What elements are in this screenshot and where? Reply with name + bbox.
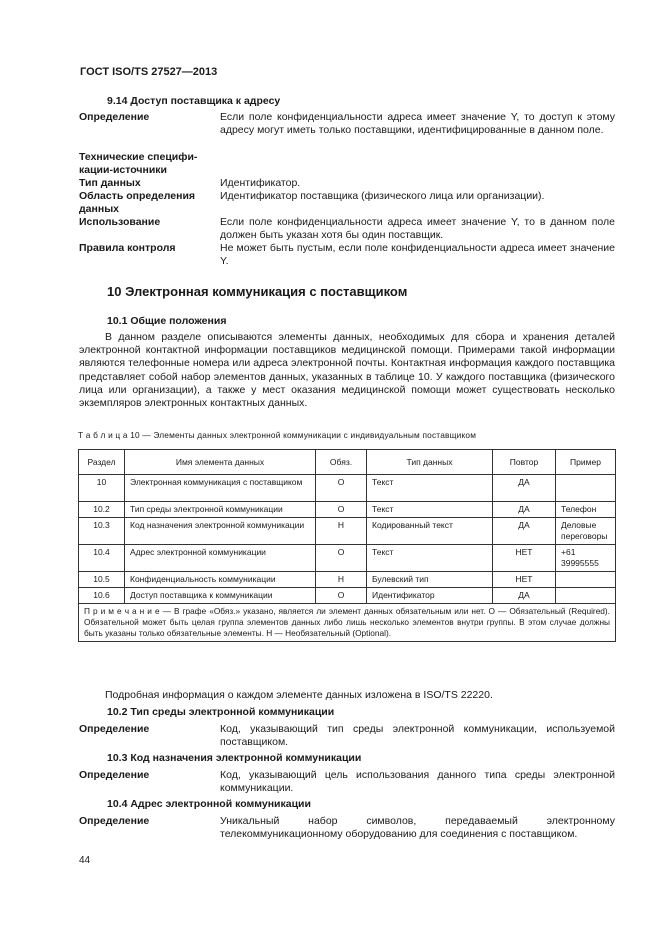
cell-element-name: Код назначения электронной коммуникации — [125, 518, 316, 545]
cell-data-type: Булевский тип — [367, 572, 493, 588]
usage-text: Если поле конфиденциальности адреса имеет значение Y, то в данном поле должен быть указан хотя бы один поставщик. — [220, 216, 615, 241]
cell-data-type: Текст — [367, 502, 493, 518]
definition-text: Код, указывающий тип среды электронной коммуникации, используемой поставщиком. — [220, 723, 615, 748]
cell-data-type: Текст — [367, 545, 493, 572]
col-header-element-name: Имя элемента данных — [125, 450, 316, 475]
paragraph-text: В данном разделе описываются элементы данных, необходимых для сбора и хранения деталей электронной контактной информации поставщиков медицинской помощи. Примерами такой информации являются телефонные номера или адреса электронной почты. Контактная информация каждого поставщика представляет собой набор элементов данных, указанных в таблице 10. У каждого поставщика (физического лица или организации), а также у мест оказания медицинской помощи может существовать несколько экземпляров электронных контактных данных. — [79, 331, 615, 410]
page-number: 44 — [79, 855, 91, 866]
section-10-3-heading: 10.3 Код назначения электронной коммуникации — [107, 752, 362, 764]
section-10-1-paragraph — [79, 331, 615, 410]
cell-data-type: Кодированный текст — [367, 518, 493, 545]
section-10-2-heading: 10.2 Тип среды электронной коммуникации — [107, 706, 335, 718]
cell-repeat: ДА — [493, 588, 556, 604]
cell-example — [556, 572, 616, 588]
table-row — [79, 518, 616, 545]
term-definition: Определение — [79, 815, 150, 827]
cell-section: 10 — [79, 475, 125, 502]
cell-section: 10.2 — [79, 502, 125, 518]
col-header-section: Раздел — [79, 450, 125, 475]
validation-rules-text: Не может быть пустым, если поле конфиденциальности адреса имеет значение Y. — [220, 242, 615, 267]
cell-mandatory: О — [316, 502, 367, 518]
term-usage: Использование — [79, 216, 161, 228]
cell-repeat: ДА — [493, 502, 556, 518]
cell-data-type: Текст — [367, 475, 493, 502]
definition-text: Уникальный набор символов, передаваемый электронному телекоммуникационному оборудованию для соединения с поставщиком. — [220, 815, 615, 840]
section-10-1-heading: 10.1 Общие положения — [107, 315, 227, 327]
cell-repeat: ДА — [493, 475, 556, 502]
cell-data-type: Идентификатор — [367, 588, 493, 604]
cell-example: Телефон — [556, 502, 616, 518]
table-row — [79, 572, 616, 588]
cell-repeat: НЕТ — [493, 545, 556, 572]
section-9-14-heading: 9.14 Доступ поставщика к адресу — [107, 95, 281, 107]
term-definition: Определение — [79, 723, 150, 735]
data-domain-text: Идентификатор поставщика (физического лица или организации). — [220, 190, 545, 202]
table-row — [79, 588, 616, 604]
cell-mandatory: О — [316, 475, 367, 502]
table-caption: Т а б л и ц а 10 — Элементы данных электронной коммуникации с индивидуальным поставщиком — [78, 430, 477, 440]
term-data-domain: Область определения данных — [79, 190, 196, 215]
cell-element-name: Электронная коммуникация с поставщиком — [125, 475, 316, 502]
cell-mandatory: О — [316, 588, 367, 604]
term-tech-specs: Технические специфи-кации-источники — [79, 151, 198, 176]
definition-text: Код, указывающий цель использования данного типа среды электронной коммуникации. — [220, 769, 615, 794]
term-definition: Определение — [79, 769, 150, 781]
cell-element-name: Доступ поставщика к коммуникации — [125, 588, 316, 604]
col-header-repeat: Повтор — [493, 450, 556, 475]
cell-mandatory: О — [316, 545, 367, 572]
col-header-mandatory: Обяз. — [316, 450, 367, 475]
cell-repeat: ДА — [493, 518, 556, 545]
data-type-text: Идентификатор. — [220, 177, 301, 189]
document-header: ГОСТ ISO/TS 27527—2013 — [80, 66, 218, 78]
data-elements-table — [78, 449, 616, 642]
cell-section: 10.5 — [79, 572, 125, 588]
cell-element-name: Тип среды электронной коммуникации — [125, 502, 316, 518]
definition-text: Если поле конфиденциальности адреса имеет значение Y, то доступ к этому адресу могут иметь только поставщики, идентифицированные в данном поле. — [220, 111, 615, 136]
after-table-paragraph — [79, 689, 615, 702]
table-header-row — [79, 450, 616, 475]
col-header-example: Пример — [556, 450, 616, 475]
col-header-data-type: Тип данных — [367, 450, 493, 475]
cell-section: 10.6 — [79, 588, 125, 604]
cell-mandatory: Н — [316, 518, 367, 545]
cell-section: 10.4 — [79, 545, 125, 572]
after-table-text: Подробная информация о каждом элементе данных изложена в ISO/TS 22220. — [105, 689, 493, 701]
cell-example: Деловые переговоры — [556, 518, 616, 545]
cell-example: +61 39995555 — [556, 545, 616, 572]
table-note: П р и м е ч а н и е — В графе «Обяз.» указано, является ли элемент данных обязательным или нет. О — Обязательный (Required). Обязательной может быть целая группа элементов данных либо лишь несколько элементов внутри группы. В этом случае должны быть указаны только обязательные элементы. Н — Необязательный (Optional). — [79, 604, 616, 642]
section-10-4-heading: 10.4 Адрес электронной коммуникации — [107, 798, 311, 810]
table-row — [79, 502, 616, 518]
term-data-type: Тип данных — [79, 177, 141, 189]
term-definition: Определение — [79, 111, 150, 123]
term-validation-rules: Правила контроля — [79, 242, 176, 254]
cell-repeat: НЕТ — [493, 572, 556, 588]
table-row — [79, 475, 616, 502]
cell-example — [556, 475, 616, 502]
cell-mandatory: Н — [316, 572, 367, 588]
table-note-row — [79, 604, 616, 642]
cell-section: 10.3 — [79, 518, 125, 545]
cell-element-name: Адрес электронной коммуникации — [125, 545, 316, 572]
section-10-heading: 10 Электронная коммуникация с поставщиком — [107, 284, 408, 299]
table-row — [79, 545, 616, 572]
cell-example — [556, 588, 616, 604]
cell-element-name: Конфиденциальность коммуникации — [125, 572, 316, 588]
